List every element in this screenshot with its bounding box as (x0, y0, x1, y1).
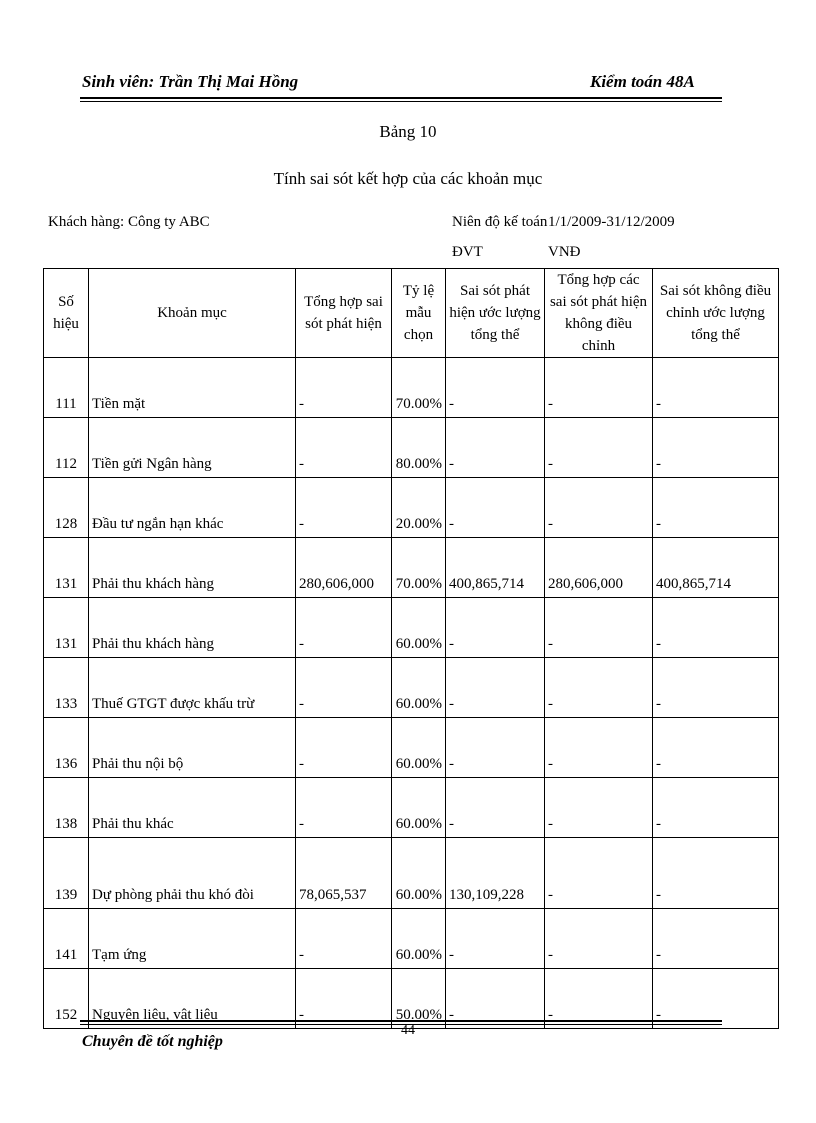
cell-unadj-est: - (653, 838, 779, 909)
cell-unadj: - (545, 718, 653, 778)
cell-unadj: - (545, 778, 653, 838)
cell-unadj: 280,606,000 (545, 538, 653, 598)
cell-rate: 60.00% (392, 658, 446, 718)
cell-unadj: - (545, 478, 653, 538)
cell-item: Phải thu khác (89, 778, 296, 838)
cell-item: Phải thu nội bộ (89, 718, 296, 778)
table-row (44, 418, 779, 478)
col-header-unadj: Tổng hợp các sai sót phát hiện không điều chỉnh (545, 269, 653, 358)
cell-found: - (296, 969, 392, 1029)
table-row (44, 538, 779, 598)
header-rule (80, 97, 722, 102)
cell-found: - (296, 358, 392, 418)
cell-est: - (446, 969, 545, 1029)
header-student: Sinh viên: Trần Thị Mai Hồng (82, 72, 299, 91)
cell-found: 280,606,000 (296, 538, 392, 598)
cell-unadj: - (545, 658, 653, 718)
cell-rate: 60.00% (392, 598, 446, 658)
cell-code: 112 (44, 418, 89, 478)
table-row (44, 658, 779, 718)
cell-code: 131 (44, 538, 89, 598)
cell-rate: 80.00% (392, 418, 446, 478)
cell-unadj-est: - (653, 598, 779, 658)
table-row (44, 358, 779, 418)
cell-est: - (446, 718, 545, 778)
cell-unadj-est: - (653, 478, 779, 538)
cell-rate: 50.00% (392, 969, 446, 1029)
cell-rate: 60.00% (392, 718, 446, 778)
cell-found: 78,065,537 (296, 838, 392, 909)
cell-rate: 70.00% (392, 358, 446, 418)
cell-found: - (296, 718, 392, 778)
cell-unadj-est: - (653, 418, 779, 478)
cell-unadj: - (545, 969, 653, 1029)
cell-est: - (446, 909, 545, 969)
period-label: Niên độ kế toán (452, 214, 548, 230)
cell-est: 400,865,714 (446, 538, 545, 598)
cell-found: - (296, 658, 392, 718)
cell-code: 138 (44, 778, 89, 838)
cell-found: - (296, 909, 392, 969)
cell-item: Nguyên liệu, vật liệu (89, 969, 296, 1029)
cell-unadj-est: - (653, 358, 779, 418)
col-header-found: Tổng hợp sai sót phát hiện (296, 269, 392, 358)
cell-code: 139 (44, 838, 89, 909)
cell-unadj: - (545, 838, 653, 909)
cell-rate: 20.00% (392, 478, 446, 538)
cell-code: 111 (44, 358, 89, 418)
cell-unadj-est: 400,865,714 (653, 538, 779, 598)
cell-rate: 70.00% (392, 538, 446, 598)
cell-est: - (446, 358, 545, 418)
cell-item: Tạm ứng (89, 909, 296, 969)
cell-found: - (296, 598, 392, 658)
cell-unadj-est: - (653, 909, 779, 969)
cell-code: 128 (44, 478, 89, 538)
col-header-code: Số hiệu (44, 269, 89, 358)
cell-unadj: - (545, 418, 653, 478)
header-class: Kiểm toán 48A (590, 72, 695, 91)
col-header-item: Khoản mục (89, 269, 296, 358)
table-header-row (44, 269, 779, 358)
period-value: 1/1/2009-31/12/2009 (548, 214, 675, 230)
cell-found: - (296, 778, 392, 838)
col-header-unadj-est: Sai sót không điều chỉnh ước lượng tổng thể (653, 269, 779, 358)
cell-unadj-est: - (653, 778, 779, 838)
page-number: 44 (401, 1023, 415, 1038)
table-title: Bảng 10 (379, 122, 437, 141)
cell-rate: 60.00% (392, 778, 446, 838)
cell-code: 152 (44, 969, 89, 1029)
cell-rate: 60.00% (392, 909, 446, 969)
footer-label: Chuyên đề tốt nghiệp (82, 1033, 223, 1050)
cell-est: - (446, 478, 545, 538)
cell-est: - (446, 418, 545, 478)
cell-found: - (296, 418, 392, 478)
col-header-rate: Tỷ lệ mẫu chọn (392, 269, 446, 358)
cell-item: Tiền mặt (89, 358, 296, 418)
error-summary-table (43, 268, 779, 1029)
table-row (44, 598, 779, 658)
table-row (44, 838, 779, 909)
cell-unadj: - (545, 598, 653, 658)
cell-item: Đầu tư ngắn hạn khác (89, 478, 296, 538)
cell-item: Thuế GTGT được khấu trừ (89, 658, 296, 718)
table-row (44, 778, 779, 838)
cell-found: - (296, 478, 392, 538)
cell-code: 131 (44, 598, 89, 658)
cell-item: Phải thu khách hàng (89, 538, 296, 598)
cell-unadj-est: - (653, 969, 779, 1029)
cell-item: Phải thu khách hàng (89, 598, 296, 658)
cell-unadj: - (545, 358, 653, 418)
cell-item: Tiền gửi Ngân hàng (89, 418, 296, 478)
unit-label: ĐVT (452, 244, 483, 260)
cell-est: - (446, 778, 545, 838)
table-subtitle: Tính sai sót kết hợp của các khoản mục (273, 169, 543, 188)
cell-unadj: - (545, 909, 653, 969)
cell-code: 141 (44, 909, 89, 969)
cell-rate: 60.00% (392, 838, 446, 909)
cell-est: 130,109,228 (446, 838, 545, 909)
cell-item: Dự phòng phải thu khó đòi (89, 838, 296, 909)
cell-est: - (446, 658, 545, 718)
cell-unadj-est: - (653, 658, 779, 718)
col-header-est: Sai sót phát hiện ước lượng tổng thể (446, 269, 545, 358)
cell-unadj-est: - (653, 718, 779, 778)
cell-code: 133 (44, 658, 89, 718)
unit-value: VNĐ (548, 244, 581, 260)
cell-est: - (446, 598, 545, 658)
cell-code: 136 (44, 718, 89, 778)
table-row (44, 718, 779, 778)
table-row (44, 909, 779, 969)
client-label: Khách hàng: Công ty ABC (48, 214, 210, 230)
table-row (44, 478, 779, 538)
